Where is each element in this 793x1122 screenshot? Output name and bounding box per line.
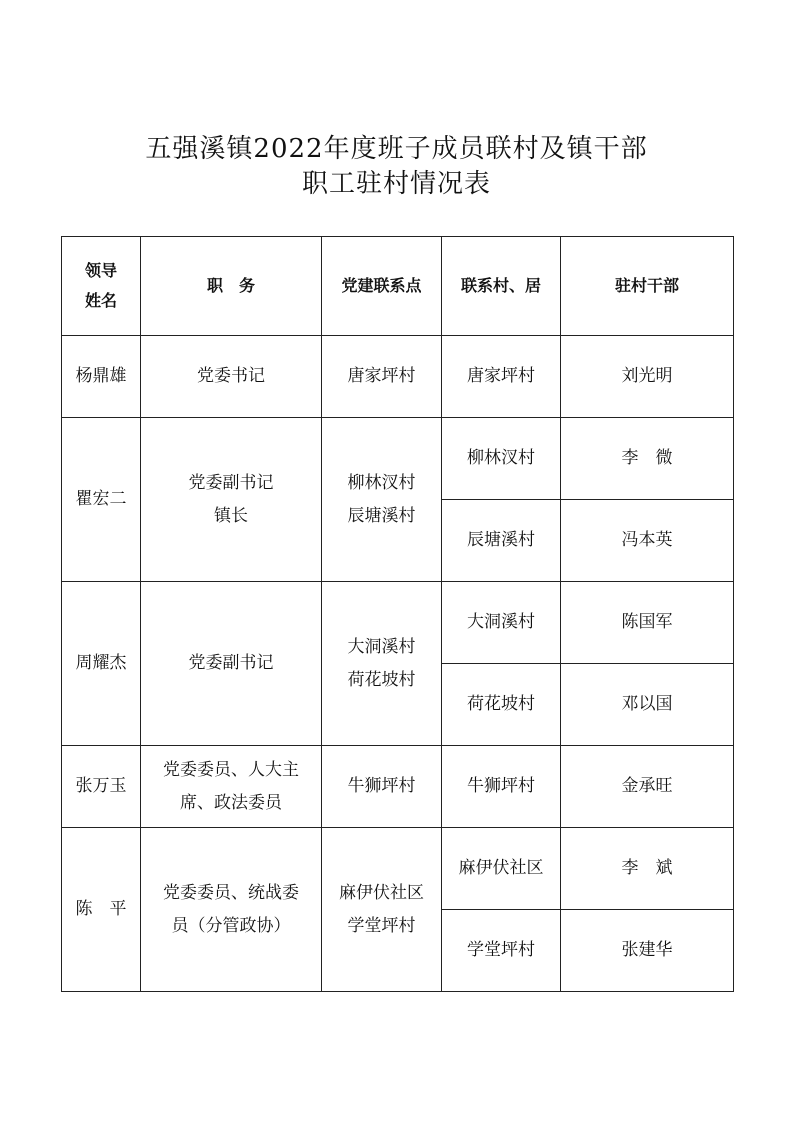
party-point-line: 大洞溪村 [347,637,416,658]
position-line: 镇长 [214,505,248,526]
position-cell [141,582,322,746]
table-header-row [62,237,734,336]
party-point-cell [322,746,442,828]
cadre-cell: 李 斌 [561,828,734,910]
header-contact-village: 联系村、居 [442,237,561,336]
position-cell [141,418,322,582]
party-point-line: 牛狮坪村 [347,776,416,797]
party-point-line: 唐家坪村 [347,366,416,387]
party-point-cell [322,418,442,582]
village-cell: 柳林汊村 [442,418,561,500]
position-cell [141,336,322,418]
cadre-cell: 金承旺 [561,746,734,828]
village-cell: 牛狮坪村 [442,746,561,828]
position-line: 党委委员、人大主 [163,760,299,781]
village-cell: 唐家坪村 [442,336,561,418]
village-cell: 辰塘溪村 [442,500,561,582]
party-point-cell [322,336,442,418]
party-point-line: 辰塘溪村 [347,505,416,526]
table-row [62,582,734,664]
party-point-line: 荷花坡村 [347,669,416,690]
party-point-cell [322,828,442,992]
position-line: 员（分管政协） [171,915,291,936]
party-point-line: 学堂坪村 [347,915,416,936]
header-party-point: 党建联系点 [322,237,442,336]
cadre-cell: 陈国军 [561,582,734,664]
party-point-line: 柳林汊村 [347,473,416,494]
assignment-table [61,236,734,992]
position-line: 党委委员、统战委 [163,883,299,904]
party-point-line: 麻伊伏社区 [339,883,424,904]
village-cell: 麻伊伏社区 [442,828,561,910]
table-row [62,418,734,500]
cadre-cell: 张建华 [561,910,734,992]
header-leader-line2: 姓名 [84,291,117,310]
cadre-cell: 刘光明 [561,336,734,418]
leader-name-cell: 杨鼎雄 [62,336,141,418]
village-cell: 大洞溪村 [442,582,561,664]
leader-name-cell: 陈 平 [62,828,141,992]
cadre-cell: 邓以国 [561,664,734,746]
header-leader-line1: 领导 [84,260,117,280]
header-leader-name [62,237,141,336]
position-line: 席、政法委员 [180,792,282,813]
position-line: 党委副书记 [188,473,274,494]
cadre-cell: 冯本英 [561,500,734,582]
position-line: 党委书记 [197,366,265,387]
table-row [62,828,734,910]
table-row [62,336,734,418]
header-cadre: 驻村干部 [561,237,734,336]
position-line: 党委副书记 [188,653,274,674]
cadre-cell: 李 微 [561,418,734,500]
position-cell [141,746,322,828]
leader-name-cell: 张万玉 [62,746,141,828]
header-position: 职 务 [141,237,322,336]
leader-name-cell: 瞿宏二 [62,418,141,582]
leader-name-cell: 周耀杰 [62,582,141,746]
village-cell: 学堂坪村 [442,910,561,992]
page-title-line1: 五强溪镇2022年度班子成员联村及镇干部 [145,134,648,164]
party-point-cell [322,582,442,746]
position-cell [141,828,322,992]
village-cell: 荷花坡村 [442,664,561,746]
page-title-line2: 职工驻村情况表 [301,169,491,199]
table-row [62,746,734,828]
